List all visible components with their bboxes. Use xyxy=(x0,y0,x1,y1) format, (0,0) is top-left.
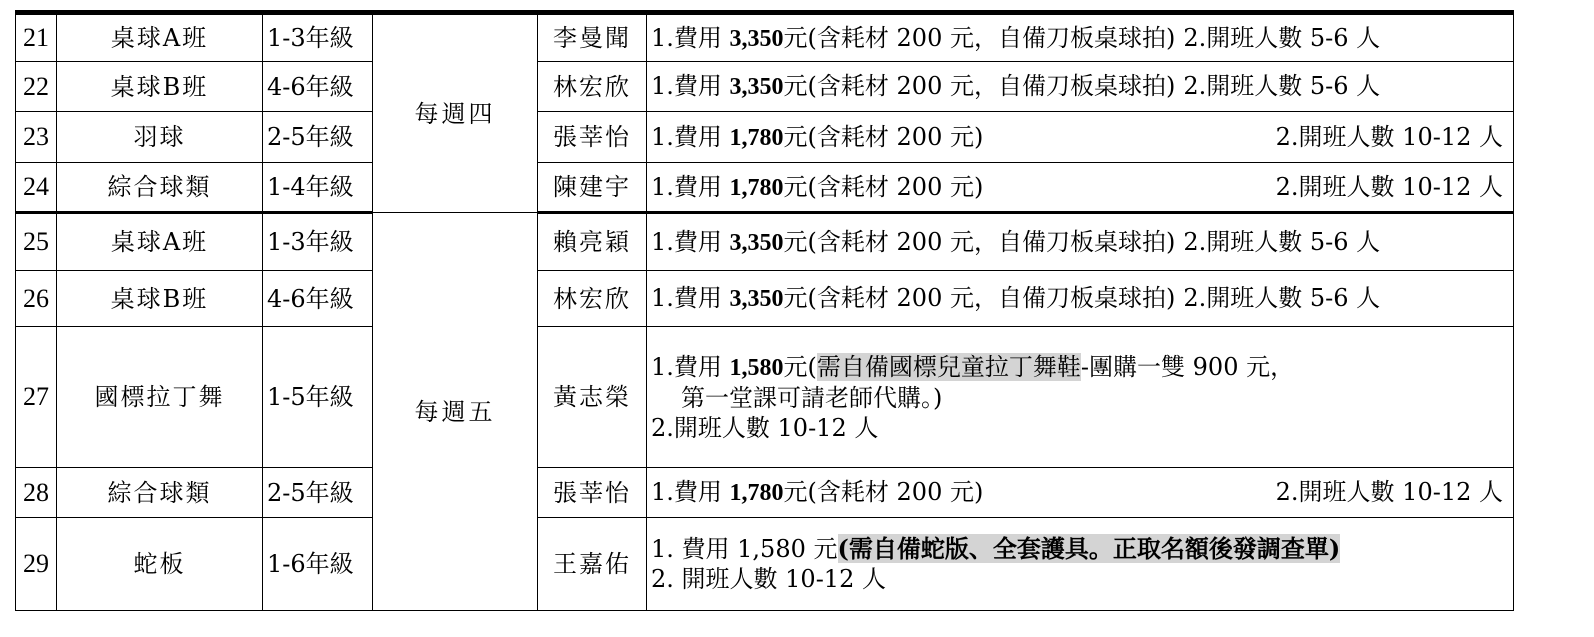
table-row xyxy=(16,112,1514,163)
grade-range: 2-5年級 xyxy=(263,112,373,163)
grade-range: 1-4年級 xyxy=(263,163,373,213)
highlighted-requirement: (需自備蛇版、全套護具。正取名額後發調查單) xyxy=(837,534,1341,563)
fee-detail: 元(含耗材 200 元，自備刀板桌球拍) xyxy=(783,23,1176,52)
fee-detail: 元(含耗材 200 元，自備刀板桌球拍) xyxy=(783,72,1176,100)
teacher-name: 李曼聞 xyxy=(538,13,647,62)
grade-range: 4-6年級 xyxy=(263,62,373,112)
course-name: 蛇板 xyxy=(57,518,263,611)
fee-detail-pre: 元( xyxy=(783,352,817,381)
row-number: 29 xyxy=(16,518,57,611)
course-name: 桌球B班 xyxy=(57,271,263,327)
row-number: 22 xyxy=(16,62,57,112)
course-note xyxy=(647,327,1514,468)
grade-range: 1-6年級 xyxy=(263,518,373,611)
fee-label: 1.費用 xyxy=(651,172,722,201)
course-name: 桌球A班 xyxy=(57,13,263,62)
table-row xyxy=(16,271,1514,327)
class-size: 2.開班人數 10-12 人 xyxy=(1275,122,1503,151)
row-number: 26 xyxy=(16,271,57,327)
course-schedule-table xyxy=(15,10,1514,611)
teacher-name: 賴亮穎 xyxy=(538,213,647,271)
fee-amount: 3,350 xyxy=(729,74,784,100)
course-note xyxy=(647,518,1514,611)
teacher-name: 張莘怡 xyxy=(538,112,647,163)
course-note xyxy=(647,213,1514,271)
course-name: 綜合球類 xyxy=(57,163,263,213)
fee-label: 1.費用 xyxy=(651,23,722,52)
fee-label: 1.費用 xyxy=(651,227,722,256)
row-number: 28 xyxy=(16,468,57,518)
course-note xyxy=(647,271,1514,327)
row-number: 23 xyxy=(16,112,57,163)
class-size: 2.開班人數 5-6 人 xyxy=(1183,227,1381,256)
fee-amount: 3,350 xyxy=(729,25,784,52)
class-size: 2.開班人數 5-6 人 xyxy=(1183,23,1381,52)
class-size: 2.開班人數 10-12 人 xyxy=(651,413,879,442)
fee-label: 1. 費用 1,580 元 xyxy=(651,535,838,563)
course-note xyxy=(647,13,1514,62)
fee-amount: 1,780 xyxy=(729,174,784,201)
fee-amount: 1,780 xyxy=(729,124,784,151)
table-row xyxy=(16,518,1514,611)
course-name: 桌球A班 xyxy=(57,213,263,271)
class-size: 2.開班人數 10-12 人 xyxy=(1275,478,1503,506)
teacher-name: 林宏欣 xyxy=(538,271,647,327)
course-name: 羽球 xyxy=(57,112,263,163)
fee-label: 1.費用 xyxy=(651,284,722,312)
class-size: 2.開班人數 5-6 人 xyxy=(1183,284,1381,312)
teacher-name: 陳建宇 xyxy=(538,163,647,213)
fee-amount: 3,350 xyxy=(729,229,784,256)
row-number: 24 xyxy=(16,163,57,213)
table-row xyxy=(16,327,1514,468)
fee-amount: 3,350 xyxy=(729,286,784,312)
class-size: 2.開班人數 5-6 人 xyxy=(1183,72,1381,100)
fee-detail: 元(含耗材 200 元) xyxy=(783,172,984,201)
day-thursday: 每週四 xyxy=(373,13,538,213)
table-row xyxy=(16,468,1514,518)
grade-range: 2-5年級 xyxy=(263,468,373,518)
row-number: 27 xyxy=(16,327,57,468)
table-row xyxy=(16,62,1514,112)
row-number: 25 xyxy=(16,213,57,271)
teacher-name: 黃志榮 xyxy=(538,327,647,468)
course-name: 綜合球類 xyxy=(57,468,263,518)
teacher-name: 王嘉佑 xyxy=(538,518,647,611)
course-note xyxy=(647,62,1514,112)
fee-detail-line2: 第一堂課可請老師代購。) xyxy=(681,383,943,412)
teacher-name: 張莘怡 xyxy=(538,468,647,518)
course-note xyxy=(647,112,1514,163)
fee-detail: 元(含耗材 200 元，自備刀板桌球拍) xyxy=(783,284,1176,312)
fee-detail-post: -團購一雙 900 元， xyxy=(1080,352,1295,381)
grade-range: 1-3年級 xyxy=(263,13,373,62)
grade-range: 1-3年級 xyxy=(263,213,373,271)
fee-detail: 元(含耗材 200 元) xyxy=(783,478,984,506)
class-size: 2. 開班人數 10-12 人 xyxy=(651,565,886,593)
grade-range: 1-5年級 xyxy=(263,327,373,468)
fee-detail: 元(含耗材 200 元，自備刀板桌球拍) xyxy=(783,227,1176,256)
table-row xyxy=(16,163,1514,213)
grade-range: 4-6年級 xyxy=(263,271,373,327)
course-name: 桌球B班 xyxy=(57,62,263,112)
fee-label: 1.費用 xyxy=(651,478,722,506)
highlighted-requirement: 需自備國標兒童拉丁舞鞋 xyxy=(816,352,1081,381)
table-row xyxy=(16,213,1514,271)
fee-label: 1.費用 xyxy=(651,122,722,151)
table-row xyxy=(16,13,1514,62)
teacher-name: 林宏欣 xyxy=(538,62,647,112)
fee-amount: 1,780 xyxy=(729,480,784,506)
course-name: 國標拉丁舞 xyxy=(57,327,263,468)
fee-label: 1.費用 xyxy=(651,352,722,381)
day-friday: 每週五 xyxy=(373,213,538,611)
row-number: 21 xyxy=(16,13,57,62)
course-note xyxy=(647,468,1514,518)
fee-detail: 元(含耗材 200 元) xyxy=(783,122,984,151)
fee-amount: 1,580 xyxy=(729,354,784,381)
fee-label: 1.費用 xyxy=(651,72,722,100)
course-note xyxy=(647,163,1514,213)
class-size: 2.開班人數 10-12 人 xyxy=(1275,172,1503,201)
